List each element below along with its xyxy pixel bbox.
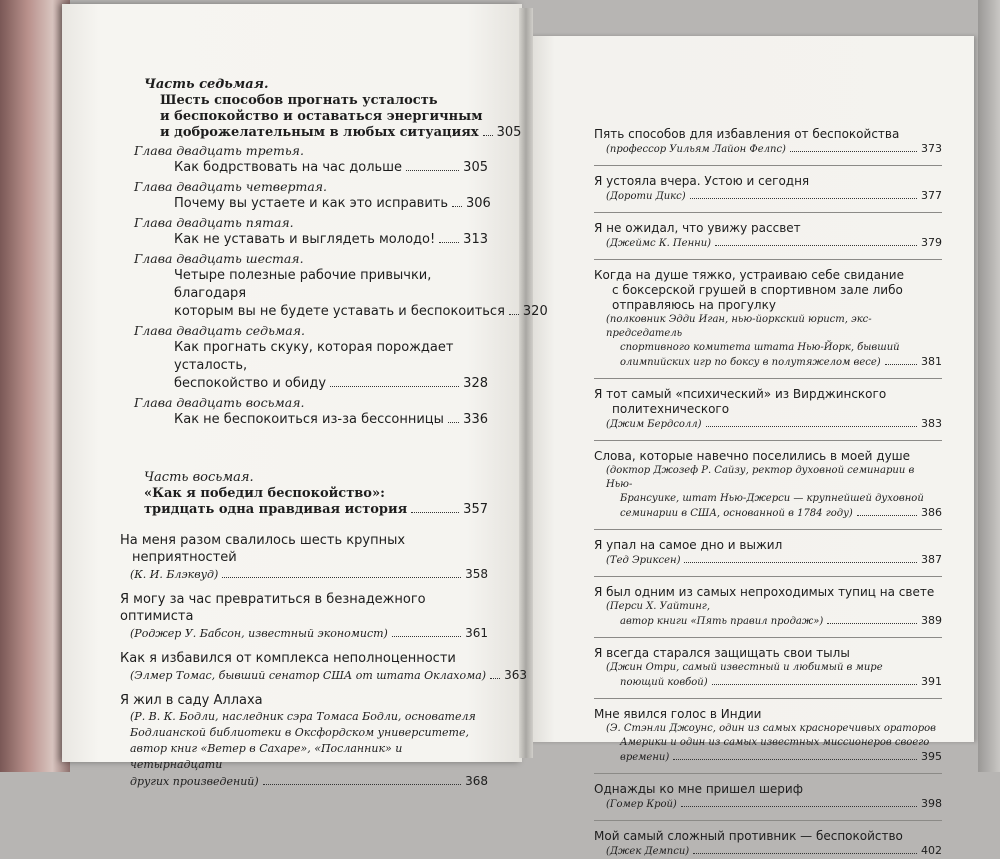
- dot-leader: [483, 135, 493, 136]
- story-author: (Э. Стэнли Джоунс, один из самых красноречивых ораторов: [606, 723, 936, 734]
- divider: [594, 773, 942, 774]
- page-number: 361: [465, 626, 488, 640]
- part-title-line: «Как я победил беспокойство»:: [144, 486, 385, 501]
- divider: [594, 165, 942, 166]
- story-title: Мне явился голос в Индии: [594, 707, 762, 721]
- divider: [594, 440, 942, 441]
- story-title: Пять способов для избавления от беспокойства: [594, 127, 900, 141]
- story-title: отправляюсь на прогулку: [612, 298, 776, 312]
- right-table-of-contents: [594, 127, 942, 859]
- page-number: 336: [463, 412, 488, 427]
- chapter-title: беспокойство и обиду 328: [174, 376, 488, 391]
- book-cover-edge-right: [978, 0, 1000, 772]
- part-title-line: тридцать одна правдивая история 357: [144, 502, 488, 517]
- page-number: 377: [921, 189, 942, 202]
- dot-leader: [490, 678, 500, 679]
- story-title: Мой самый сложный противник — беспокойство: [594, 829, 903, 843]
- dot-leader: [885, 364, 917, 365]
- story-author: автор книг «Ветер в Сахаре», «Посланник» и четырнадцати: [130, 742, 403, 771]
- dot-leader: [509, 314, 519, 315]
- book-cover-edge-left: [0, 0, 70, 772]
- story-title: На меня разом свалилось шесть крупных: [120, 533, 406, 548]
- dot-leader: [222, 577, 461, 578]
- divider: [594, 529, 942, 530]
- story-title: с боксерской грушей в спортивном зале либо: [612, 283, 903, 297]
- story-author: семинарии в США, основанной в 1784 году) 386: [620, 506, 942, 519]
- divider: [594, 820, 942, 821]
- page-number: 368: [465, 774, 488, 788]
- chapter-title: Как бодрствовать на час дольше 305: [174, 160, 488, 175]
- story-author: олимпийских игр по боксу в полутяжелом весе) 381: [620, 355, 942, 368]
- story-title: Я жил в саду Аллаха: [120, 693, 263, 708]
- story-author: (Гомер Крой) 398: [606, 797, 942, 810]
- chapter-title: Четыре полезные рабочие привычки, благодаря: [174, 268, 432, 301]
- story-author: (Дороти Дикс) 377: [606, 189, 942, 202]
- dot-leader: [452, 206, 462, 207]
- dot-leader: [706, 426, 917, 427]
- chapter-label: Глава двадцать четвертая.: [134, 179, 328, 194]
- story-title: неприятностей: [132, 550, 237, 565]
- page-number: 391: [921, 675, 942, 688]
- chapter-label: Глава двадцать третья.: [134, 143, 304, 158]
- page-number: 358: [465, 567, 488, 581]
- dot-leader: [857, 515, 917, 516]
- story-author: спортивного комитета штата Нью-Йорк, бывший: [620, 342, 900, 353]
- dot-leader: [673, 759, 917, 760]
- page-number: 381: [921, 355, 942, 368]
- page-number: 357: [463, 502, 488, 517]
- chapter-title: Почему вы устаете и как это исправить 306: [174, 196, 491, 211]
- dot-leader: [827, 623, 917, 624]
- story-author: (Джеймс К. Пенни) 379: [606, 236, 942, 249]
- part-title-line: и беспокойство и оставаться энергичным: [160, 109, 483, 124]
- page-number: 395: [921, 750, 942, 763]
- page-number: 386: [921, 506, 942, 519]
- page-number: 379: [921, 236, 942, 249]
- dot-leader: [411, 512, 459, 513]
- dot-leader: [790, 151, 917, 152]
- story-title: Я был одним из самых непроходимых тупиц на свете: [594, 585, 935, 599]
- page-number: 389: [921, 614, 942, 627]
- book-gutter: [519, 8, 533, 758]
- dot-leader: [712, 684, 917, 685]
- story-author: Бодлианской библиотеки в Оксфордском университете,: [130, 726, 469, 739]
- story-author: Америки и один из самых известных миссионеров своего: [620, 737, 930, 748]
- dot-leader: [690, 198, 917, 199]
- page-number: 373: [921, 142, 942, 155]
- story-title: Я упал на самое дно и выжил: [594, 538, 783, 552]
- page-number: 305: [463, 160, 488, 175]
- page-number: 320: [522, 304, 548, 319]
- story-author: автор книги «Пять правил продаж») 389: [620, 614, 942, 627]
- page-number: 328: [463, 376, 488, 391]
- story-author: (Р. В. К. Бодли, наследник сэра Томаса Бодли, основателя: [130, 710, 476, 723]
- story-title: Я устояла вчера. Устою и сегодня: [594, 174, 810, 188]
- chapter-title: Как не уставать и выглядеть молодо! 313: [174, 232, 488, 247]
- dot-leader: [406, 170, 459, 171]
- story-title: Слова, которые навечно поселились в моей душе: [594, 449, 911, 463]
- page-number: 398: [921, 797, 942, 810]
- chapter-title: Как не беспокоиться из-за бессонницы 336: [174, 412, 488, 427]
- dot-leader: [392, 636, 461, 637]
- part-title-line: и доброжелательным в любых ситуациях 305: [160, 125, 522, 140]
- page-number: 313: [463, 232, 488, 247]
- dot-leader: [715, 245, 917, 246]
- left-table-of-contents: [104, 76, 548, 790]
- chapter-label: Глава двадцать пятая.: [134, 215, 294, 230]
- story-title: Я не ожидал, что увижу рассвет: [594, 221, 801, 235]
- divider: [594, 698, 942, 699]
- chapter-label: Глава двадцать шестая.: [134, 251, 304, 266]
- story-title: политехнического: [612, 402, 730, 416]
- chapter-title: Как прогнать скуку, которая порождает усталость,: [174, 340, 454, 373]
- story-author: (Джин Отри, самый известный и любимый в мире: [606, 662, 883, 673]
- story-title: Я тот самый «психический» из Вирджинского: [594, 387, 887, 401]
- dot-leader: [439, 242, 459, 243]
- page-number: 383: [921, 417, 942, 430]
- page-number: 363: [504, 668, 527, 682]
- story-title: Как я избавился от комплекса неполноценности: [120, 651, 456, 666]
- part-label: Часть восьмая.: [144, 470, 254, 485]
- story-title: Однажды ко мне пришел шериф: [594, 782, 803, 796]
- story-author: (Джим Бердсолл) 383: [606, 417, 942, 430]
- part-label: Часть седьмая.: [144, 77, 269, 92]
- story-title: Я всегда старался защищать свои тылы: [594, 646, 850, 660]
- dot-leader: [684, 562, 917, 563]
- story-author: (доктор Джозеф Р. Сайзу, ректор духовной семинарии в Нью-: [606, 465, 915, 490]
- dot-leader: [330, 386, 459, 387]
- story-author: (К. И. Блэквуд) 358: [130, 567, 488, 581]
- story-author: других произведений) 368: [130, 774, 488, 788]
- story-author: (Перси Х. Уайтинг,: [606, 601, 711, 612]
- divider: [594, 378, 942, 379]
- page-number: 305: [496, 125, 522, 140]
- divider: [594, 637, 942, 638]
- story-title: Я могу за час превратиться в безнадежного оптимиста: [120, 592, 426, 624]
- story-author: (полковник Эдди Иган, нью-йоркский юрист, экс-председатель: [606, 314, 872, 339]
- story-author: (Джек Демпси) 402: [606, 844, 942, 857]
- dot-leader: [681, 806, 917, 807]
- divider: [594, 212, 942, 213]
- chapter-label: Глава двадцать восьмая.: [134, 395, 305, 410]
- dot-leader: [263, 784, 461, 785]
- chapter-label: Глава двадцать седьмая.: [134, 323, 305, 338]
- story-author: Брансуике, штат Нью-Джерси — крупнейшей духовной: [620, 493, 924, 504]
- dot-leader: [693, 853, 917, 854]
- chapter-title: которым вы не будете уставать и беспокоиться 320: [174, 304, 548, 319]
- divider: [594, 576, 942, 577]
- story-title: Когда на душе тяжко, устраиваю себе свидание: [594, 268, 904, 282]
- story-author: (Тед Эриксен) 387: [606, 553, 942, 566]
- page-number: 387: [921, 553, 942, 566]
- dot-leader: [448, 422, 459, 423]
- page-number: 402: [921, 844, 942, 857]
- part-title-line: Шесть способов прогнать усталость: [160, 93, 438, 108]
- page-number: 306: [466, 196, 491, 211]
- story-author: (Элмер Томас, бывший сенатор США от штата Оклахома) 363: [130, 668, 527, 682]
- story-author: (Роджер У. Бабсон, известный экономист) 361: [130, 626, 488, 640]
- divider: [594, 259, 942, 260]
- story-author: (профессор Уильям Лайон Фелпс) 373: [606, 142, 942, 155]
- story-author: времени) 395: [620, 750, 942, 763]
- story-author: поющий ковбой) 391: [620, 675, 942, 688]
